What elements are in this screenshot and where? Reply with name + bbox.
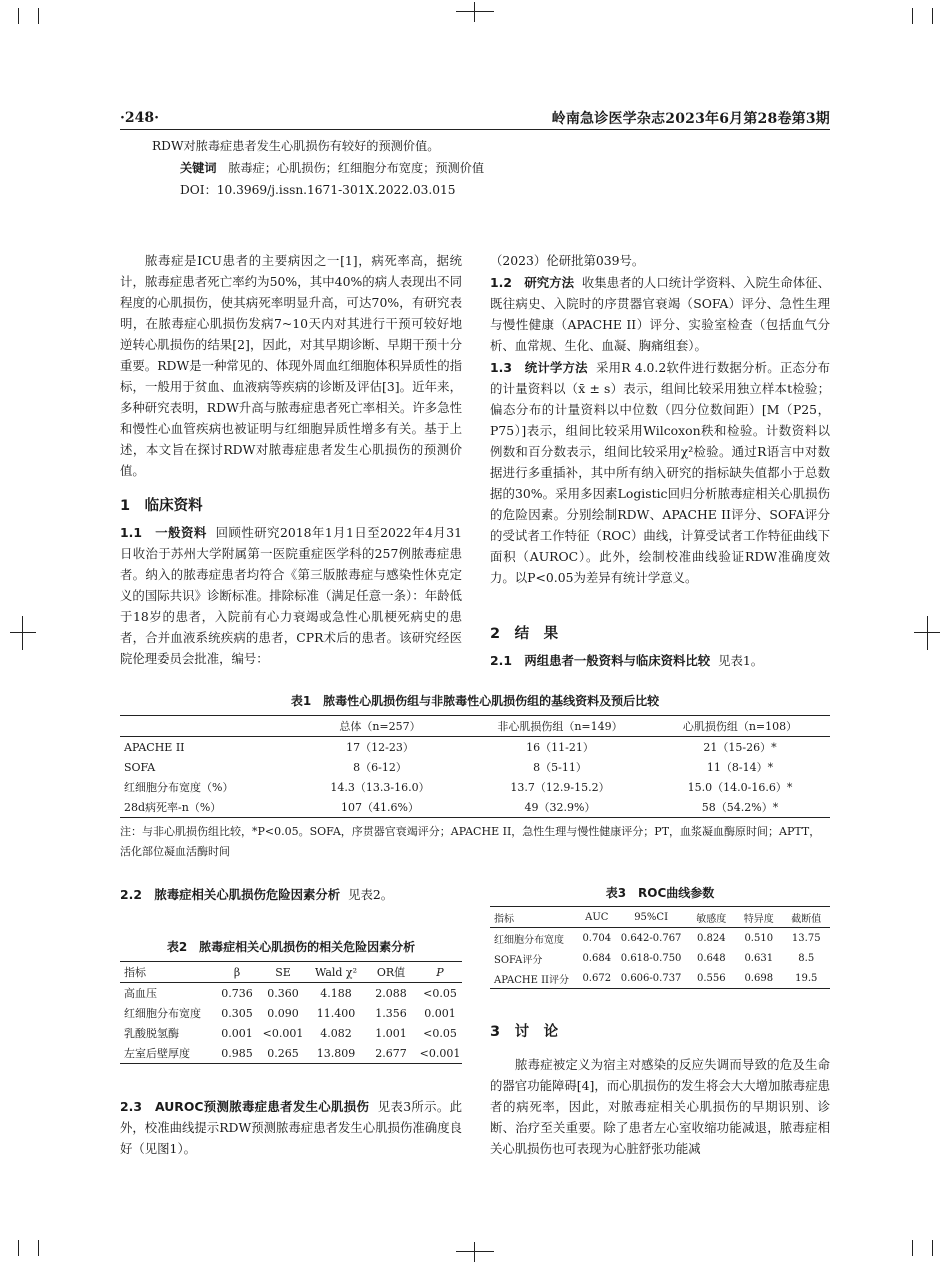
table2-cell: 乳酸脱氢酶 bbox=[124, 1027, 179, 1040]
table3-cell: 13.75 bbox=[791, 932, 821, 944]
table2-header-cell: β bbox=[233, 965, 241, 979]
section-2-2-label: 2.2 脓毒症相关心肌损伤危险因素分析 bbox=[120, 887, 341, 902]
table1-cell: 红细胞分布宽度（%） bbox=[124, 781, 234, 794]
table2-cell: 0.265 bbox=[267, 1046, 299, 1060]
table1-cell: 28d病死率-n（%） bbox=[124, 801, 222, 814]
table-row bbox=[490, 968, 830, 989]
crop-mark bbox=[10, 632, 36, 633]
table2-cell: 0.736 bbox=[221, 986, 253, 1000]
table-row bbox=[120, 1003, 462, 1023]
table1-cell: 16（11-21） bbox=[526, 741, 594, 754]
section-1-2 bbox=[490, 272, 830, 356]
crop-mark bbox=[474, 2, 475, 22]
table1-cell: 58（54.2%）* bbox=[701, 801, 779, 814]
abstract-conclusion: RDW对脓毒症患者发生心肌损伤有较好的预测价值。 bbox=[152, 139, 440, 153]
section-1-2-text: 收集患者的人口统计学资料、入院生命体征、既往病史、入院时的序贯器官衰竭（SOFA）评分、急性生理与慢性健康（APACHE II）评分、实验室检查（包括血气分析、血常规、生化、血凝、胸痛组套）。 bbox=[490, 275, 830, 353]
section-3-title: 3 讨 论 bbox=[490, 1024, 559, 1040]
crop-mark bbox=[456, 1251, 494, 1252]
table1-note-line: 活化部位凝血活酶时间 bbox=[120, 845, 230, 858]
table3-header-cell: 特异度 bbox=[743, 913, 774, 925]
table3-cell: SOFA评分 bbox=[494, 954, 543, 966]
table3 bbox=[490, 906, 830, 989]
journal-title: 岭南急诊医学杂志2023年6月第28卷第3期 bbox=[551, 111, 830, 127]
crop-mark bbox=[927, 616, 928, 650]
table1-cell: 8（6-12） bbox=[353, 761, 407, 774]
table2-cell: 1.001 bbox=[375, 1026, 407, 1040]
table3-cell: 0.672 bbox=[582, 972, 612, 984]
keywords-label: 关键词 bbox=[180, 161, 217, 175]
section-1-2-label: 1.2 研究方法 bbox=[490, 275, 574, 290]
table1-cell: 107（41.6%） bbox=[341, 801, 419, 814]
table2-cell: <0.05 bbox=[423, 1026, 457, 1040]
section-2-3-label: 2.3 AUROC预测脓毒症患者发生心肌损伤 bbox=[120, 1099, 370, 1114]
table2-cell: 0.360 bbox=[267, 986, 299, 1000]
section-2-1-text: 见表1。 bbox=[718, 653, 764, 668]
table-header-row bbox=[120, 962, 462, 983]
table1-cell: 13.7（12.9-15.2） bbox=[510, 781, 610, 794]
table3-cell: 0.556 bbox=[696, 972, 726, 984]
crop-mark bbox=[38, 8, 39, 24]
header-rule bbox=[120, 129, 830, 130]
table2-cell: 1.356 bbox=[375, 1006, 407, 1020]
table2-cell: 11.400 bbox=[316, 1006, 356, 1020]
table3-cell: 红细胞分布宽度 bbox=[494, 934, 564, 946]
table2-cell: 4.082 bbox=[320, 1026, 352, 1040]
ethics-continuation: （2023）伦研批第039号。 bbox=[490, 253, 645, 268]
table1-caption: 表1 脓毒性心肌损伤组与非脓毒性心肌损伤组的基线资料及预后比较 bbox=[290, 694, 660, 708]
table1-note-line: 注：与非心肌损伤组比较，*P<0.05。SOFA，序贯器官衰竭评分；APACHE II，急性生理与慢性健康评分；PT，血浆凝血酶原时间；APTT， bbox=[120, 825, 821, 838]
table1-cell: 17（12-23） bbox=[346, 741, 414, 754]
section-2-3-text: 见表3所示。此外，校准曲线提示RDW预测脓毒症患者发生心肌损伤准确度良好（见图1）。 bbox=[120, 1099, 462, 1156]
section-1-3-text: 采用R 4.0.2软件进行数据分析。正态分布的计量资料以（x̄ ± s）表示，组间比较采用独立样本t检验；偏态分布的计量资料以中位数（四分位数间距）[M（P25，P75）]表示，组间比较采用Wilcoxon秩和检验。计数资料以例数和百分数表示，组间比较采用χ²检验。通过R语言中对数据进行多重插补，其中所有纳入研究的指标缺失值都小于总数据的30%。采用多因素Logistic回归分析脓毒症相关心肌损伤的危险因素。分别绘制RDW、APACHE II评分、SOFA评分的受试者工作特征（ROC）曲线，计算受试者工作特征曲线下面积（AUROC）。此外，绘制校准曲线验证RDW准确度效力。以P<0.05为差异有统计学意义。 bbox=[490, 360, 831, 585]
table1-cell: 8（5-11） bbox=[533, 761, 587, 774]
table-row bbox=[120, 1023, 462, 1043]
table-row bbox=[120, 1043, 462, 1064]
section-1-title: 1 临床资料 bbox=[120, 498, 203, 514]
table-row bbox=[120, 757, 830, 777]
table2-cell: 左室后壁厚度 bbox=[124, 1047, 190, 1060]
table1-cell: 49（32.9%） bbox=[524, 801, 596, 814]
table-header-row bbox=[120, 716, 830, 737]
section-2-1-label: 2.1 两组患者一般资料与临床资料比较 bbox=[490, 653, 711, 668]
table2-cell: <0.05 bbox=[423, 986, 457, 1000]
table2-cell: 红细胞分布宽度 bbox=[124, 1007, 201, 1020]
table3-cell: 0.618-0.750 bbox=[620, 952, 682, 964]
table3-cell: 0.631 bbox=[744, 952, 774, 964]
table3-cell: 19.5 bbox=[795, 972, 818, 984]
table2-cell: 2.088 bbox=[375, 986, 407, 1000]
section-2-3 bbox=[120, 1096, 462, 1159]
table-row bbox=[120, 737, 830, 758]
table3-cell: 0.684 bbox=[582, 952, 612, 964]
table3-cell: 0.648 bbox=[696, 952, 726, 964]
table1-cell: SOFA bbox=[124, 760, 156, 774]
table3-cell: 0.510 bbox=[744, 932, 774, 944]
table-header-row bbox=[490, 907, 830, 928]
table1-header-cell: 总体（n=257） bbox=[339, 720, 421, 733]
crop-mark bbox=[932, 8, 933, 24]
section-1-3 bbox=[490, 357, 830, 588]
table3-header-cell: AUC bbox=[585, 911, 609, 923]
table2-header-cell: SE bbox=[275, 965, 291, 979]
table1-cell: 11（8-14）* bbox=[706, 761, 774, 774]
table2-cell: 13.809 bbox=[316, 1046, 356, 1060]
table2-cell: 0.001 bbox=[221, 1026, 253, 1040]
table3-cell: 0.824 bbox=[696, 932, 726, 944]
section-2-1 bbox=[490, 650, 830, 671]
table3-caption: 表3 ROC曲线参数 bbox=[605, 886, 715, 900]
table-row bbox=[120, 777, 830, 797]
table3-header-cell: 95%CI bbox=[634, 911, 669, 923]
table1-header-cell: 非心肌损伤组（n=149） bbox=[497, 720, 623, 733]
table3-cell: 8.5 bbox=[798, 952, 815, 964]
crop-mark bbox=[474, 1242, 475, 1262]
crop-mark bbox=[912, 8, 913, 24]
section-2-2 bbox=[120, 884, 462, 905]
section-1-1-text: 回顾性研究2018年1月1日至2022年4月31日收治于苏州大学附属第一医院重症医学科的257例脓毒症患者。纳入的脓毒症患者均符合《第三版脓毒症与感染性休克定义的国际共识》诊断标准。排除标准（满足任意一条）：年龄低于18岁的患者，入院前有心力衰竭或急性心肌梗死病史的患者，合并血液系统疾病的患者，CPR术后的患者。该研究经医院伦理委员会批准，编号： bbox=[120, 525, 463, 666]
table1 bbox=[120, 715, 830, 818]
keywords: 脓毒症；心肌损伤；红细胞分布宽度；预测价值 bbox=[228, 161, 485, 175]
table1-note bbox=[120, 822, 830, 862]
crop-mark bbox=[456, 11, 494, 12]
table2 bbox=[120, 961, 462, 1064]
table1-cell: 21（15-26）* bbox=[703, 741, 777, 754]
section-2-title: 2 结 果 bbox=[490, 626, 559, 642]
section-2-2-text: 见表2。 bbox=[348, 887, 394, 902]
table2-cell: 0.090 bbox=[267, 1006, 299, 1020]
table1-cell: 15.0（14.0-16.6）* bbox=[687, 781, 793, 794]
table3-header-cell: 指标 bbox=[494, 913, 514, 925]
crop-mark bbox=[932, 1240, 933, 1256]
table1-cell: 14.3（13.3-16.0） bbox=[330, 781, 430, 794]
table2-cell: 0.305 bbox=[221, 1006, 253, 1020]
table1-cell: APACHE II bbox=[124, 740, 185, 754]
intro-paragraph: 脓毒症是ICU患者的主要病因之一[1]，病死率高，据统计，脓毒症患者死亡率约为50%，其中40%的病人表现出不同程度的心肌损伤，使其病死率明显升高，可达70%，有研究表明，在脓毒症心肌损伤发病7~10天内对其进行干预可较好地逆转心肌损伤的结果[2]，因此，对其早期诊断、早期干预十分重要。RDW是一种常见的、体现外周血红细胞体积异质性的指标，一般用于贫血、血液病等疾病的诊断及评估[3]。近年来，多种研究表明，RDW升高与脓毒症患者死亡率相关。许多急性和慢性心血管疾病也被证明与红细胞异质性增多有关。基于上述，本文旨在探讨RDW对脓毒症患者发生心肌损伤的预测价值。 bbox=[120, 253, 462, 478]
table1-header-cell: 心肌损伤组（n=108） bbox=[682, 720, 798, 733]
table2-cell: 2.677 bbox=[375, 1046, 407, 1060]
table2-caption: 表2 脓毒症相关心肌损伤的相关危险因素分析 bbox=[166, 940, 416, 954]
table-row bbox=[490, 948, 830, 968]
section-1-1-label: 1.1 一般资料 bbox=[120, 525, 207, 540]
table2-header-cell: 指标 bbox=[124, 966, 146, 979]
crop-mark bbox=[38, 1240, 39, 1256]
table3-header-cell: 截断值 bbox=[791, 913, 822, 925]
table3-cell: 0.704 bbox=[582, 932, 612, 944]
table2-cell: <0.001 bbox=[419, 1046, 461, 1060]
table2-cell: <0.001 bbox=[262, 1026, 304, 1040]
table2-cell: 高血压 bbox=[124, 987, 157, 1000]
keywords-line bbox=[180, 158, 484, 178]
table2-cell: 0.985 bbox=[221, 1046, 253, 1060]
doi: DOI：10.3969/j.issn.1671-301X.2022.03.015 bbox=[180, 183, 456, 197]
table3-cell: APACHE II评分 bbox=[494, 974, 570, 986]
section-1-3-label: 1.3 统计学方法 bbox=[490, 360, 588, 375]
section-1-1 bbox=[120, 522, 462, 669]
table-row bbox=[490, 928, 830, 949]
table2-header-cell: Wald χ² bbox=[314, 965, 358, 979]
crop-mark bbox=[912, 1240, 913, 1256]
table2-cell: 0.001 bbox=[424, 1006, 456, 1020]
table3-cell: 0.698 bbox=[744, 972, 774, 984]
crop-mark bbox=[22, 616, 23, 650]
crop-mark bbox=[18, 1240, 19, 1256]
table3-cell: 0.606-0.737 bbox=[620, 972, 682, 984]
crop-mark bbox=[18, 8, 19, 24]
table3-cell: 0.642-0.767 bbox=[620, 932, 682, 944]
discussion-paragraph: 脓毒症被定义为宿主对感染的反应失调而导致的危及生命的器官功能障碍[4]，而心肌损伤的发生将会大大增加脓毒症患者的病死率，因此，对脓毒症相关心肌损伤的早期识别、诊断、治疗至关重要。除了患者左心室收缩功能减退，脓毒症相关心肌损伤也可表现为心脏舒张功能减 bbox=[490, 1057, 830, 1156]
table2-header-cell: OR值 bbox=[376, 966, 406, 979]
table2-header-cell: P bbox=[436, 965, 444, 979]
page-number: ·248· bbox=[120, 110, 159, 126]
table-row bbox=[120, 797, 830, 818]
table3-header-cell: 敏感度 bbox=[696, 913, 727, 925]
table-row bbox=[120, 983, 462, 1004]
table1-header-cell bbox=[120, 716, 290, 737]
table2-cell: 4.188 bbox=[320, 986, 352, 1000]
